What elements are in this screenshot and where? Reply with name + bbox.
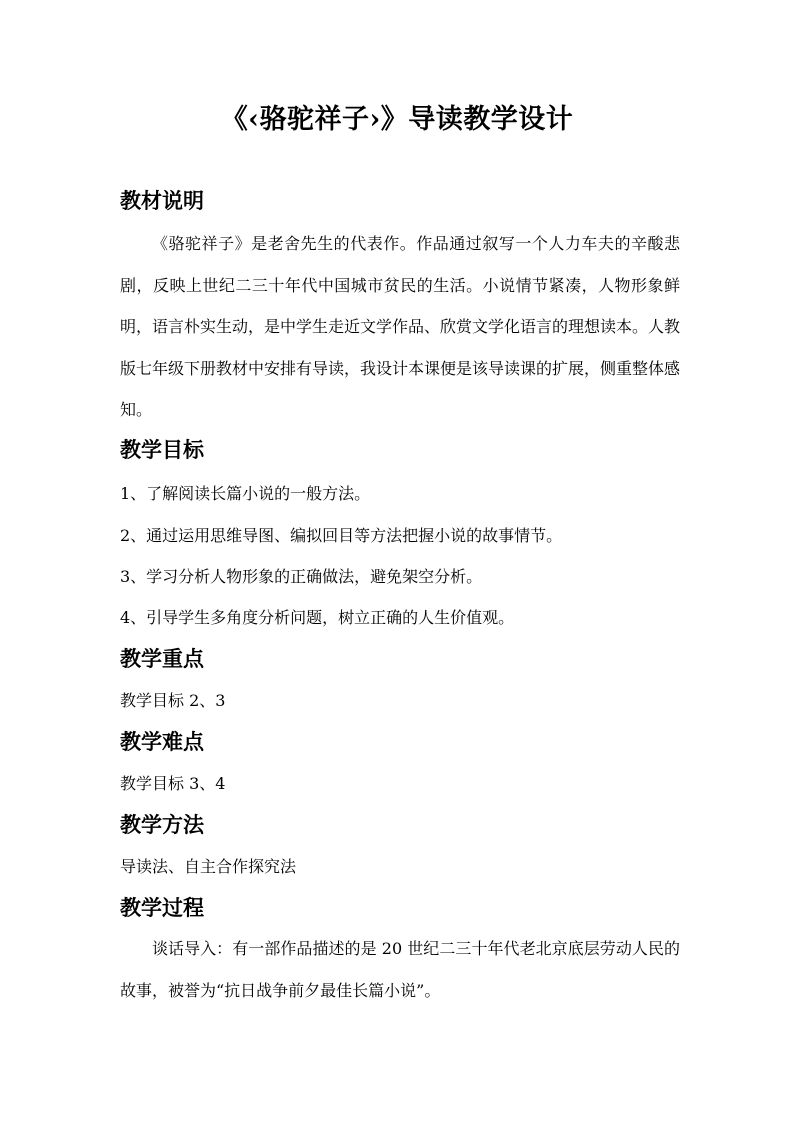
key-points-text: 教学目标 2、3 bbox=[120, 691, 226, 710]
heading-key-points: 教学重点 bbox=[120, 646, 204, 671]
goal-item-3: 3、学习分析人物形象的正确做法，避免架空分析。 bbox=[120, 567, 483, 586]
paragraph-process: 谈话导入：有一部作品描述的是 20 世纪二三十年代老北京底层劳动人民的故事，被誉为“抗日战争前夕最佳长篇小说”。 bbox=[120, 939, 680, 1000]
heading-material: 教材说明 bbox=[120, 188, 204, 213]
heading-process: 教学过程 bbox=[120, 895, 204, 920]
goal-item-1: 1、了解阅读长篇小说的一般方法。 bbox=[120, 484, 371, 503]
difficulties-text: 教学目标 3、4 bbox=[120, 774, 226, 793]
goal-item-4: 4、引导学生多角度分析问题，树立正确的人生价值观。 bbox=[120, 608, 515, 627]
paragraph-material: 《骆驼祥子》是老舍先生的代表作。作品通过叙写一个人力车夫的辛酸悲剧，反映上世纪二三十年代中国城市贫民的生活。小说情节紧凑，人物形象鲜明，语言朴实生动，是中学生走近文学作品、欣赏文学化语言的理想读本。人教版七年级下册教材中安排有导读，我设计本课便是该导读课的扩展，侧重整体感知。 bbox=[120, 234, 681, 419]
document-title: 《‹骆驼祥子›》导读教学设计 bbox=[220, 104, 574, 135]
methods-text: 导读法、自主合作探究法 bbox=[120, 857, 297, 876]
heading-methods: 教学方法 bbox=[120, 812, 204, 837]
heading-goals: 教学目标 bbox=[120, 437, 204, 462]
goal-item-2: 2、通过运用思维导图、编拟回目等方法把握小说的故事情节。 bbox=[120, 526, 563, 545]
heading-difficulties: 教学难点 bbox=[120, 729, 204, 754]
